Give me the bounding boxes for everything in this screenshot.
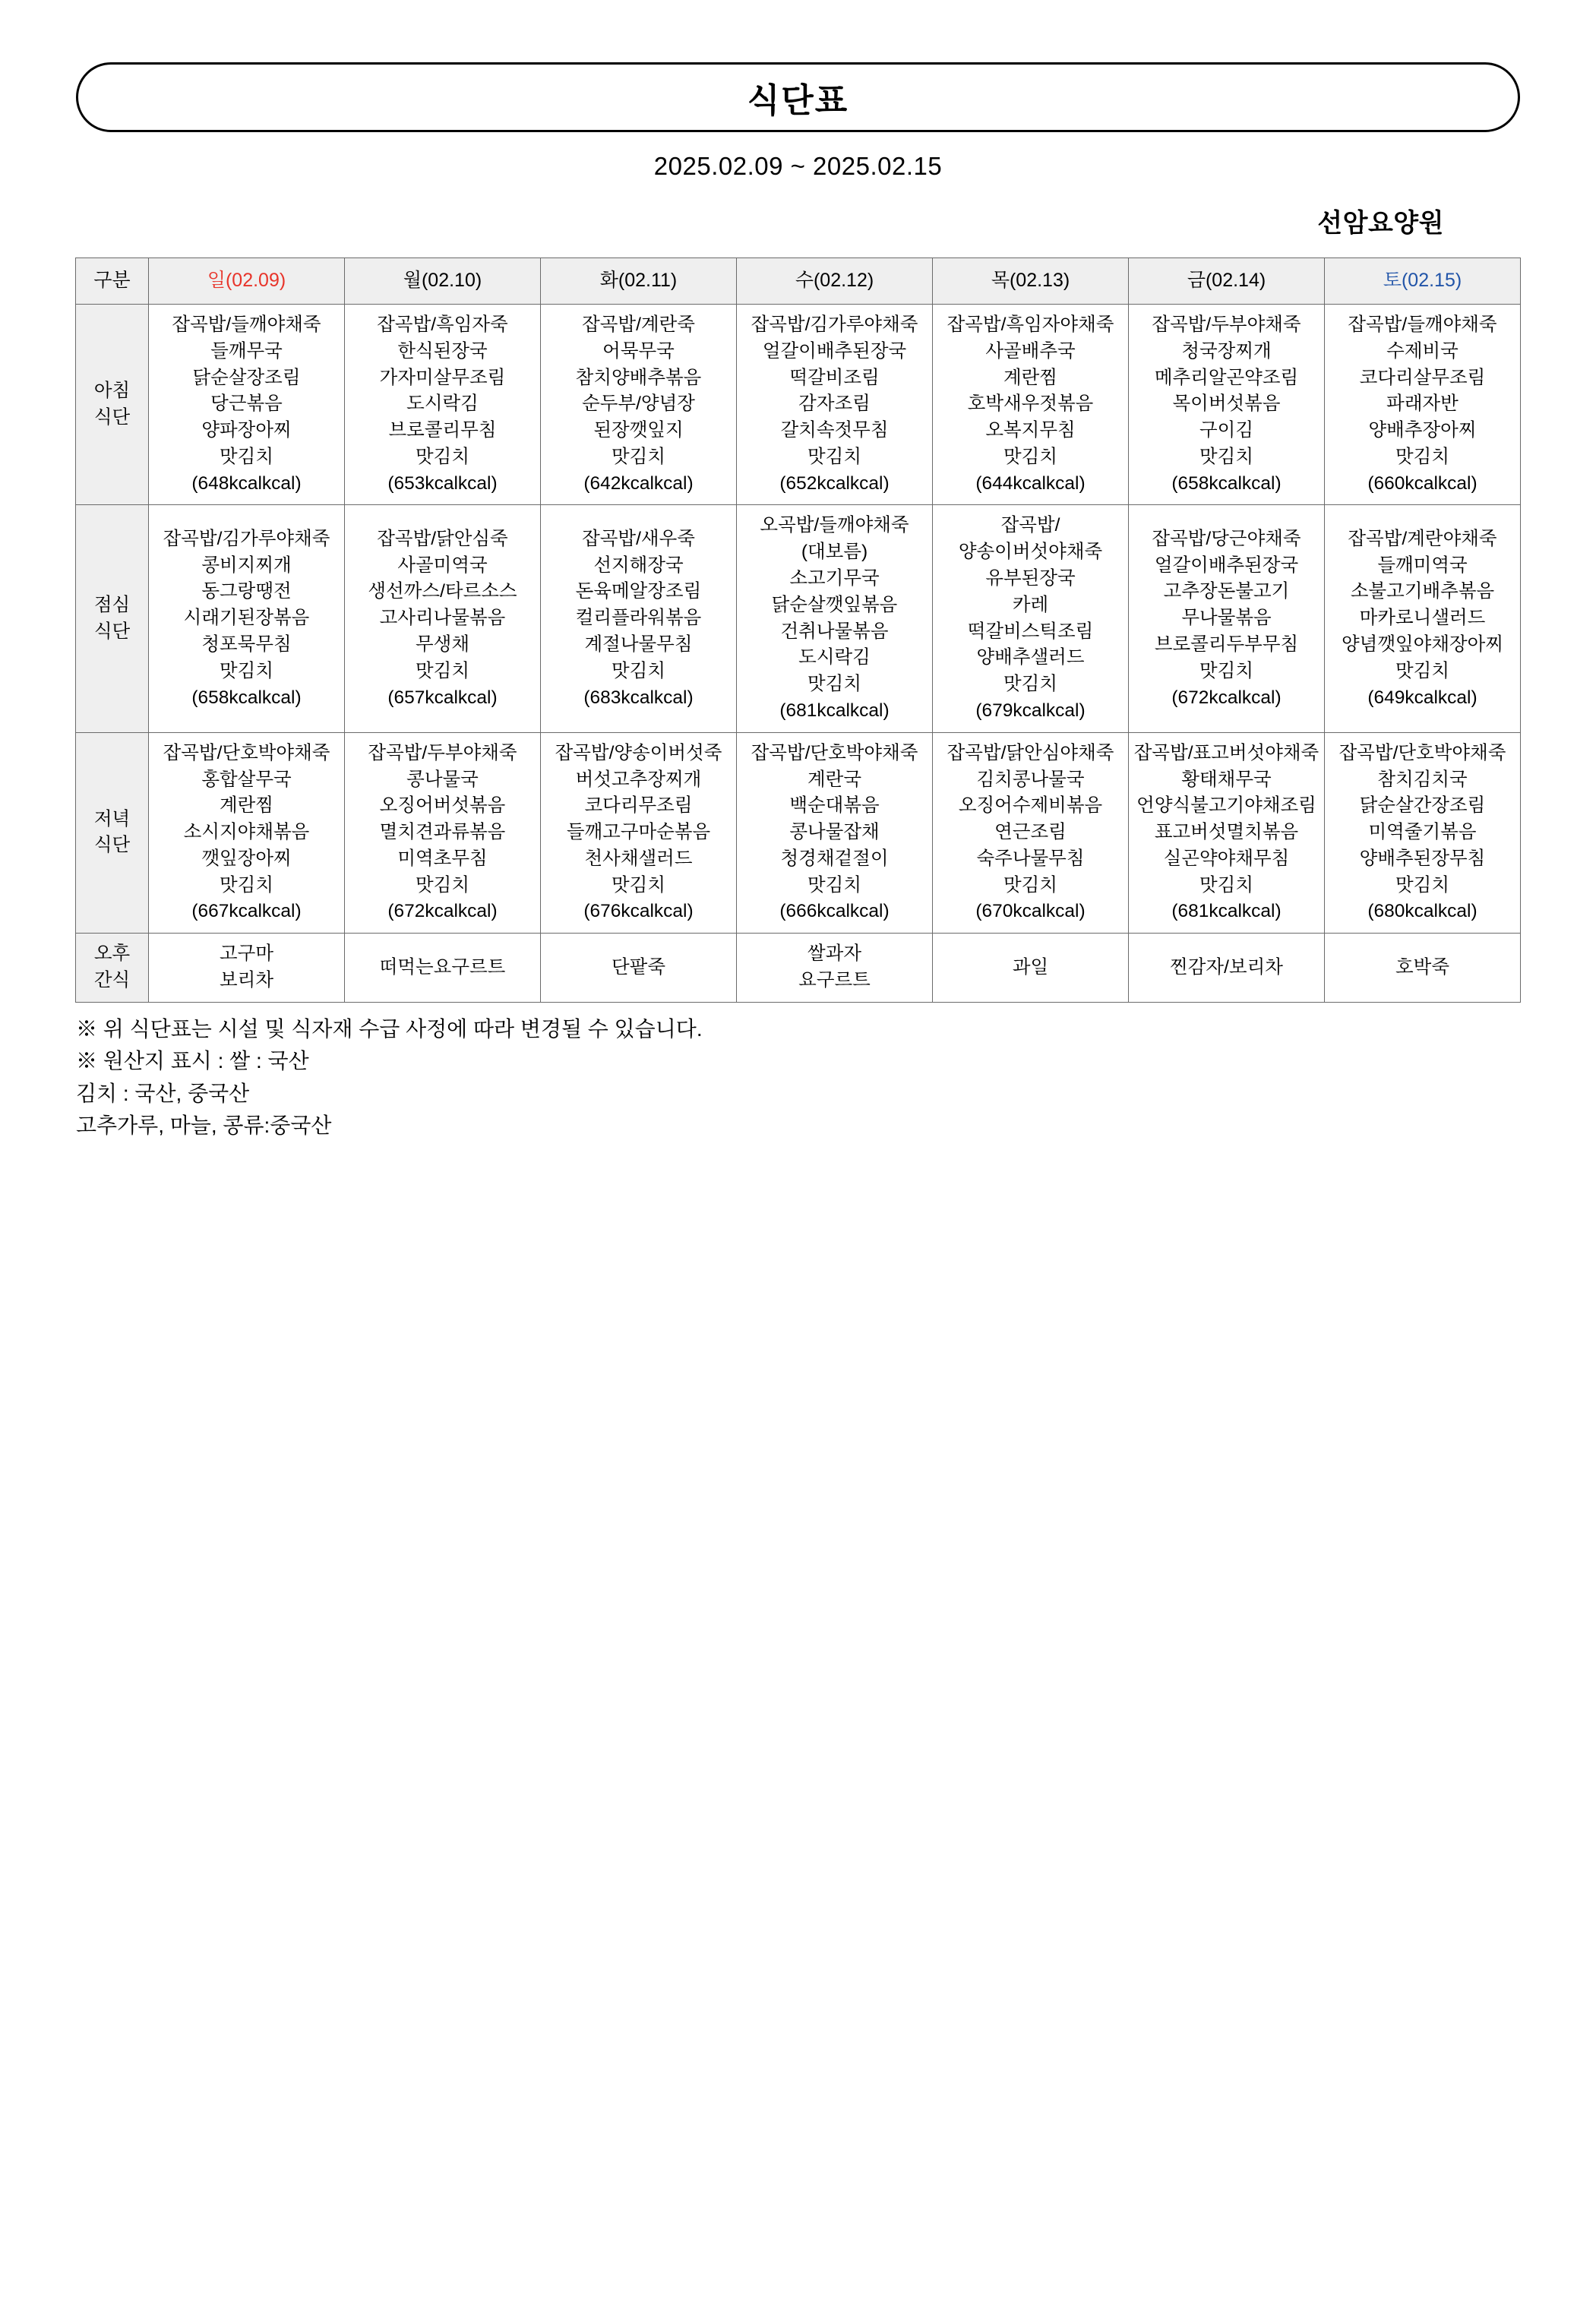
cell-breakfast-sunday <box>149 305 345 505</box>
dish-line: 컬리플라워볶음 <box>575 608 702 629</box>
dish-line: 버섯고추장찌개 <box>575 769 702 790</box>
dish-line: 소불고기배추볶음 <box>1350 581 1495 602</box>
dish-line: 유부된장국 <box>985 568 1076 589</box>
table-header <box>76 258 1521 305</box>
row-label-snack <box>76 934 149 1003</box>
dish-line: 잡곡밥/계란죽 <box>582 314 695 335</box>
dish-line: 오복지무침 <box>985 420 1076 441</box>
dish-line: 잡곡밥/계란야채죽 <box>1348 528 1497 549</box>
cell-breakfast-thursday <box>933 305 1129 505</box>
dish-line: 양배추된장무침 <box>1359 848 1486 869</box>
dish-line: (683kcalkcal) <box>583 687 694 708</box>
date-range: 2025.02.09 ~ 2025.02.15 <box>653 152 943 180</box>
dish-line: 숙주나물무침 <box>976 848 1085 869</box>
dish-line: 양배추장아찌 <box>1368 420 1477 441</box>
column-header-friday: 금(02.14) <box>1129 258 1325 305</box>
dish-line: 카레 <box>1012 594 1049 615</box>
cell-lunch-thursday <box>933 505 1129 732</box>
dish-line: 닭순살장조림 <box>192 367 301 388</box>
dish-line: 식단 <box>93 621 131 642</box>
dish-line: 계란국 <box>807 769 861 790</box>
dish-line: (672kcalkcal) <box>387 901 498 922</box>
cell-lunch-monday <box>345 505 541 732</box>
dish-line: 호박새우젓볶음 <box>967 393 1094 415</box>
dish-line: 구이김 <box>1199 420 1253 441</box>
dish-line: 동그랑땡전 <box>201 581 292 602</box>
dish-line: 떡갈비스틱조림 <box>967 621 1094 642</box>
dish-line: (670kcalkcal) <box>975 901 1086 922</box>
column-header-monday: 월(02.10) <box>345 258 541 305</box>
dish-line: 맛김치 <box>219 660 273 681</box>
dish-line: 호박죽 <box>1395 956 1449 978</box>
dish-line: 떠먹는요구르트 <box>379 956 506 978</box>
dish-line: 맛김치 <box>1003 446 1057 467</box>
cell-snack-monday <box>345 934 541 1003</box>
table-row <box>76 505 1521 732</box>
cell-dinner-friday <box>1129 732 1325 933</box>
cell-breakfast-saturday <box>1325 305 1521 505</box>
cell-snack-saturday <box>1325 934 1521 1003</box>
dish-line: 닭순살깻잎볶음 <box>771 594 898 615</box>
dish-line: 콩나물잡채 <box>789 822 880 843</box>
column-header-division: 구분 <box>76 258 149 305</box>
dish-line: 오곡밥/들깨야채죽(대보름) <box>760 515 909 563</box>
document-title-pill <box>76 62 1520 132</box>
dish-line: 수제비국 <box>1386 340 1459 362</box>
dish-line: (644kcalkcal) <box>975 472 1086 494</box>
dish-line: 파래자반 <box>1386 393 1459 415</box>
table-row <box>76 934 1521 1003</box>
dish-line: 멸치견과류볶음 <box>379 822 506 843</box>
dish-line: 잡곡밥/김가루야채죽 <box>163 528 330 549</box>
dish-line: 맛김치 <box>415 874 469 896</box>
cell-dinner-thursday <box>933 732 1129 933</box>
dish-line: 떡갈비조림 <box>789 367 880 388</box>
dish-line: 저녁 <box>93 808 131 829</box>
dish-line: (676kcalkcal) <box>583 901 694 922</box>
dish-line: 들깨고구마순볶음 <box>566 822 711 843</box>
cell-breakfast-monday <box>345 305 541 505</box>
dish-line: (653kcalkcal) <box>387 472 498 494</box>
dish-line: 콩나물국 <box>406 769 479 790</box>
dish-line: 백순대볶음 <box>789 795 880 817</box>
dish-line: 잡곡밥/두부야채죽 <box>368 742 517 763</box>
page-title: 식단표 <box>747 82 849 119</box>
dish-line: (652kcalkcal) <box>779 472 890 494</box>
cell-snack-sunday <box>149 934 345 1003</box>
dish-line: 갈치속젓무침 <box>780 420 889 441</box>
dish-line: (681kcalkcal) <box>779 700 890 721</box>
dish-line: 맛김치 <box>1395 874 1449 896</box>
dish-line: 천사채샐러드 <box>584 848 693 869</box>
cell-breakfast-wednesday <box>737 305 933 505</box>
column-header-saturday: 토(02.15) <box>1325 258 1521 305</box>
dish-line: (642kcalkcal) <box>583 472 694 494</box>
dish-line: 쌀과자 <box>807 943 861 965</box>
dish-line: 된장깻잎지 <box>593 420 684 441</box>
dish-line: 고사리나물볶음 <box>379 608 506 629</box>
dish-line: 사골미역국 <box>397 554 488 576</box>
footnote-change-policy: ※ 위 식단표는 시설 및 식자재 수급 사정에 따라 변경될 수 있습니다. <box>76 1016 703 1041</box>
row-label-dinner <box>76 732 149 933</box>
cell-dinner-wednesday <box>737 732 933 933</box>
dish-line: (658kcalkcal) <box>191 687 302 708</box>
dish-line: 코다리살무조림 <box>1359 367 1486 388</box>
dish-line: 맛김치 <box>611 446 665 467</box>
dish-line: 한식된장국 <box>397 340 488 362</box>
cell-breakfast-tuesday <box>541 305 737 505</box>
dish-line: 청포묵무침 <box>201 633 292 655</box>
dish-line: (681kcalkcal) <box>1171 901 1282 922</box>
dish-line: 양념깻잎야채장아찌 <box>1341 633 1503 655</box>
dish-line: 선지해장국 <box>593 554 684 576</box>
dish-line: 청국장찌개 <box>1181 340 1272 362</box>
cell-snack-tuesday <box>541 934 737 1003</box>
column-header-tuesday: 화(02.11) <box>541 258 737 305</box>
dish-line: (660kcalkcal) <box>1367 472 1477 494</box>
cell-lunch-wednesday <box>737 505 933 732</box>
dish-line: 가자미살무조림 <box>379 367 506 388</box>
dish-line: 맛김치 <box>611 874 665 896</box>
dish-line: 얼갈이배추된장국 <box>1154 554 1299 576</box>
dish-line: 보리차 <box>219 969 273 990</box>
dish-line: 계절나물무침 <box>584 633 693 655</box>
dish-line: 찐감자/보리차 <box>1170 956 1283 978</box>
dish-line: 도시락김 <box>406 393 479 415</box>
dish-line: 목이버섯볶음 <box>1172 393 1281 415</box>
dish-line: 순두부/양념장 <box>582 393 695 415</box>
dish-line: 돈육메알장조림 <box>575 581 702 602</box>
table-row <box>76 732 1521 933</box>
dish-line: 시래기된장볶음 <box>183 608 310 629</box>
dish-line: 잡곡밥/들깨야채죽 <box>172 314 321 335</box>
dish-line: 맛김치 <box>807 874 861 896</box>
dish-line: 당근볶음 <box>210 393 283 415</box>
dish-line: 도시락김 <box>798 647 871 668</box>
dish-line: 잡곡밥/닭안심야채죽 <box>947 742 1114 763</box>
column-header-thursday: 목(02.13) <box>933 258 1129 305</box>
dish-line: 얼갈이배추된장국 <box>762 340 907 362</box>
dish-line: (649kcalkcal) <box>1367 687 1477 708</box>
dish-line: 잡곡밥/흑임자죽 <box>377 314 508 335</box>
dish-line: 아침 <box>93 380 131 401</box>
cell-dinner-tuesday <box>541 732 737 933</box>
dish-line: 닭순살간장조림 <box>1359 795 1486 817</box>
dish-line: 맛김치 <box>415 446 469 467</box>
dish-line: 무나물볶음 <box>1181 608 1272 629</box>
weekly-menu-table <box>75 257 1521 1003</box>
dish-line: 잡곡밥/단호박야채죽 <box>163 742 330 763</box>
dish-line: 과일 <box>1012 956 1049 978</box>
dish-line: 잡곡밥/양송이버섯죽 <box>555 742 722 763</box>
dish-line: 맛김치 <box>219 446 273 467</box>
cell-breakfast-friday <box>1129 305 1325 505</box>
dish-line: 맛김치 <box>1199 446 1253 467</box>
dish-line: 생선까스/타르소스 <box>368 581 517 602</box>
cell-lunch-friday <box>1129 505 1325 732</box>
dish-line: (658kcalkcal) <box>1171 472 1282 494</box>
cell-dinner-saturday <box>1325 732 1521 933</box>
dish-line: 브로콜리두부무침 <box>1154 633 1299 655</box>
dish-line: 청경채겉절이 <box>780 848 889 869</box>
dish-line: 맛김치 <box>611 660 665 681</box>
dish-line: 김치콩나물국 <box>976 769 1085 790</box>
cell-dinner-sunday <box>149 732 345 933</box>
dish-line: 들깨무국 <box>210 340 283 362</box>
dish-line: 콩비지찌개 <box>201 554 292 576</box>
dish-line: 고추장돈불고기 <box>1163 581 1290 602</box>
cell-snack-wednesday <box>737 934 933 1003</box>
dish-line: 고구마 <box>219 943 273 965</box>
dish-line: 단팥죽 <box>611 956 665 978</box>
dish-line: 맛김치 <box>807 674 861 695</box>
dish-line: 감자조림 <box>798 393 871 415</box>
dish-line: 잡곡밥/김가루야채죽 <box>751 314 918 335</box>
dish-line: (672kcalkcal) <box>1171 687 1282 708</box>
dish-line: 식단 <box>93 835 131 856</box>
dish-line: 식단 <box>93 406 131 428</box>
dish-line: 소시지야채볶음 <box>183 822 310 843</box>
dish-line: 코다리무조림 <box>584 795 693 817</box>
footnote-origin-misc: 고추가루, 마늘, 콩류:중국산 <box>76 1114 332 1138</box>
cell-lunch-sunday <box>149 505 345 732</box>
dish-line: 점심 <box>93 594 131 615</box>
dish-line: 연근조림 <box>994 822 1067 843</box>
dish-line: 요구르트 <box>798 969 871 990</box>
dish-line: 맛김치 <box>1199 874 1253 896</box>
dish-line: (657kcalkcal) <box>387 687 498 708</box>
dish-line: 맛김치 <box>1003 874 1057 896</box>
column-header-sunday: 일(02.09) <box>149 258 345 305</box>
dish-line: 마카로니샐러드 <box>1359 608 1486 629</box>
dish-line: 잡곡밥/새우죽 <box>582 528 695 549</box>
dish-line: 잡곡밥/두부야채죽 <box>1152 314 1301 335</box>
dish-line: 맛김치 <box>1395 660 1449 681</box>
cell-dinner-monday <box>345 732 541 933</box>
dish-line: 미역줄기볶음 <box>1368 822 1477 843</box>
dish-line: 참치양배추볶음 <box>575 367 702 388</box>
dish-line: 오징어버섯볶음 <box>379 795 506 817</box>
dish-line: 오후 <box>93 943 131 965</box>
footnote-origin-kimchi: 김치 : 국산, 중국산 <box>76 1081 250 1105</box>
dish-line: 맛김치 <box>415 660 469 681</box>
dish-line: 잡곡밥/단호박야채죽 <box>751 742 918 763</box>
dish-line: 어묵무국 <box>602 340 675 362</box>
dish-line: (666kcalkcal) <box>779 901 890 922</box>
dish-line: (680kcalkcal) <box>1367 901 1477 922</box>
dish-line: 맛김치 <box>219 874 273 896</box>
dish-line: 계란찜 <box>219 795 273 817</box>
dish-line: (679kcalkcal) <box>975 700 1086 721</box>
dish-line: 소고기무국 <box>789 568 880 589</box>
footnotes <box>76 1013 1596 1142</box>
dish-line: 깻잎장아찌 <box>201 848 292 869</box>
row-label-breakfast <box>76 305 149 505</box>
dish-line: 표고버섯멸치볶음 <box>1154 822 1299 843</box>
dish-line: 오징어수제비볶음 <box>958 795 1103 817</box>
cell-snack-thursday <box>933 934 1129 1003</box>
dish-line: 미역초무침 <box>397 848 488 869</box>
table-header-row <box>76 258 1521 305</box>
dish-line: 맛김치 <box>807 446 861 467</box>
title-section <box>76 62 1520 239</box>
dish-line: 잡곡밥/들깨야채죽 <box>1348 314 1497 335</box>
dish-line: 브로콜리무침 <box>388 420 497 441</box>
dish-line: 잡곡밥/당근야채죽 <box>1152 528 1301 549</box>
footnote-origin-rice: ※ 원산지 표시 : 쌀 : 국산 <box>76 1049 309 1073</box>
menu-document-page <box>0 62 1596 2319</box>
dish-line: 사골배추국 <box>985 340 1076 362</box>
dish-line: 들깨미역국 <box>1377 554 1468 576</box>
cell-lunch-saturday <box>1325 505 1521 732</box>
dish-line: 잡곡밥/표고버섯야채죽 <box>1133 742 1319 763</box>
dish-line: 맛김치 <box>1395 446 1449 467</box>
dish-line: 홍합살무국 <box>201 769 292 790</box>
dish-line: 황태채무국 <box>1181 769 1272 790</box>
table-row <box>76 305 1521 505</box>
cell-snack-friday <box>1129 934 1325 1003</box>
row-label-lunch <box>76 505 149 732</box>
table-body <box>76 305 1521 1003</box>
dish-line: 맛김치 <box>1003 674 1057 695</box>
column-header-wednesday: 수(02.12) <box>737 258 933 305</box>
dish-line: (667kcalkcal) <box>191 901 302 922</box>
dish-line: 잡곡밥/흑임자야채죽 <box>947 314 1114 335</box>
cell-lunch-tuesday <box>541 505 737 732</box>
dish-line: 메추리알곤약조림 <box>1154 367 1299 388</box>
dish-line: 잡곡밥/양송이버섯야채죽 <box>958 515 1103 563</box>
dish-line: 건취나물볶음 <box>780 621 889 642</box>
dish-line: 양배추샐러드 <box>976 647 1085 668</box>
dish-line: 양파장아찌 <box>201 420 292 441</box>
dish-line: 실곤약야채무침 <box>1163 848 1290 869</box>
dish-line: 계란찜 <box>1003 367 1057 388</box>
dish-line: 간식 <box>93 969 131 990</box>
dish-line: 언양식불고기야채조림 <box>1136 795 1316 817</box>
dish-line: 맛김치 <box>1199 660 1253 681</box>
dish-line: 잡곡밥/단호박야채죽 <box>1338 742 1506 763</box>
facility-name: 선암요양원 <box>1317 209 1444 238</box>
dish-line: 참치김치국 <box>1377 769 1468 790</box>
dish-line: 잡곡밥/닭안심죽 <box>377 528 508 549</box>
dish-line: (648kcalkcal) <box>191 472 302 494</box>
dish-line: 무생채 <box>415 633 469 655</box>
